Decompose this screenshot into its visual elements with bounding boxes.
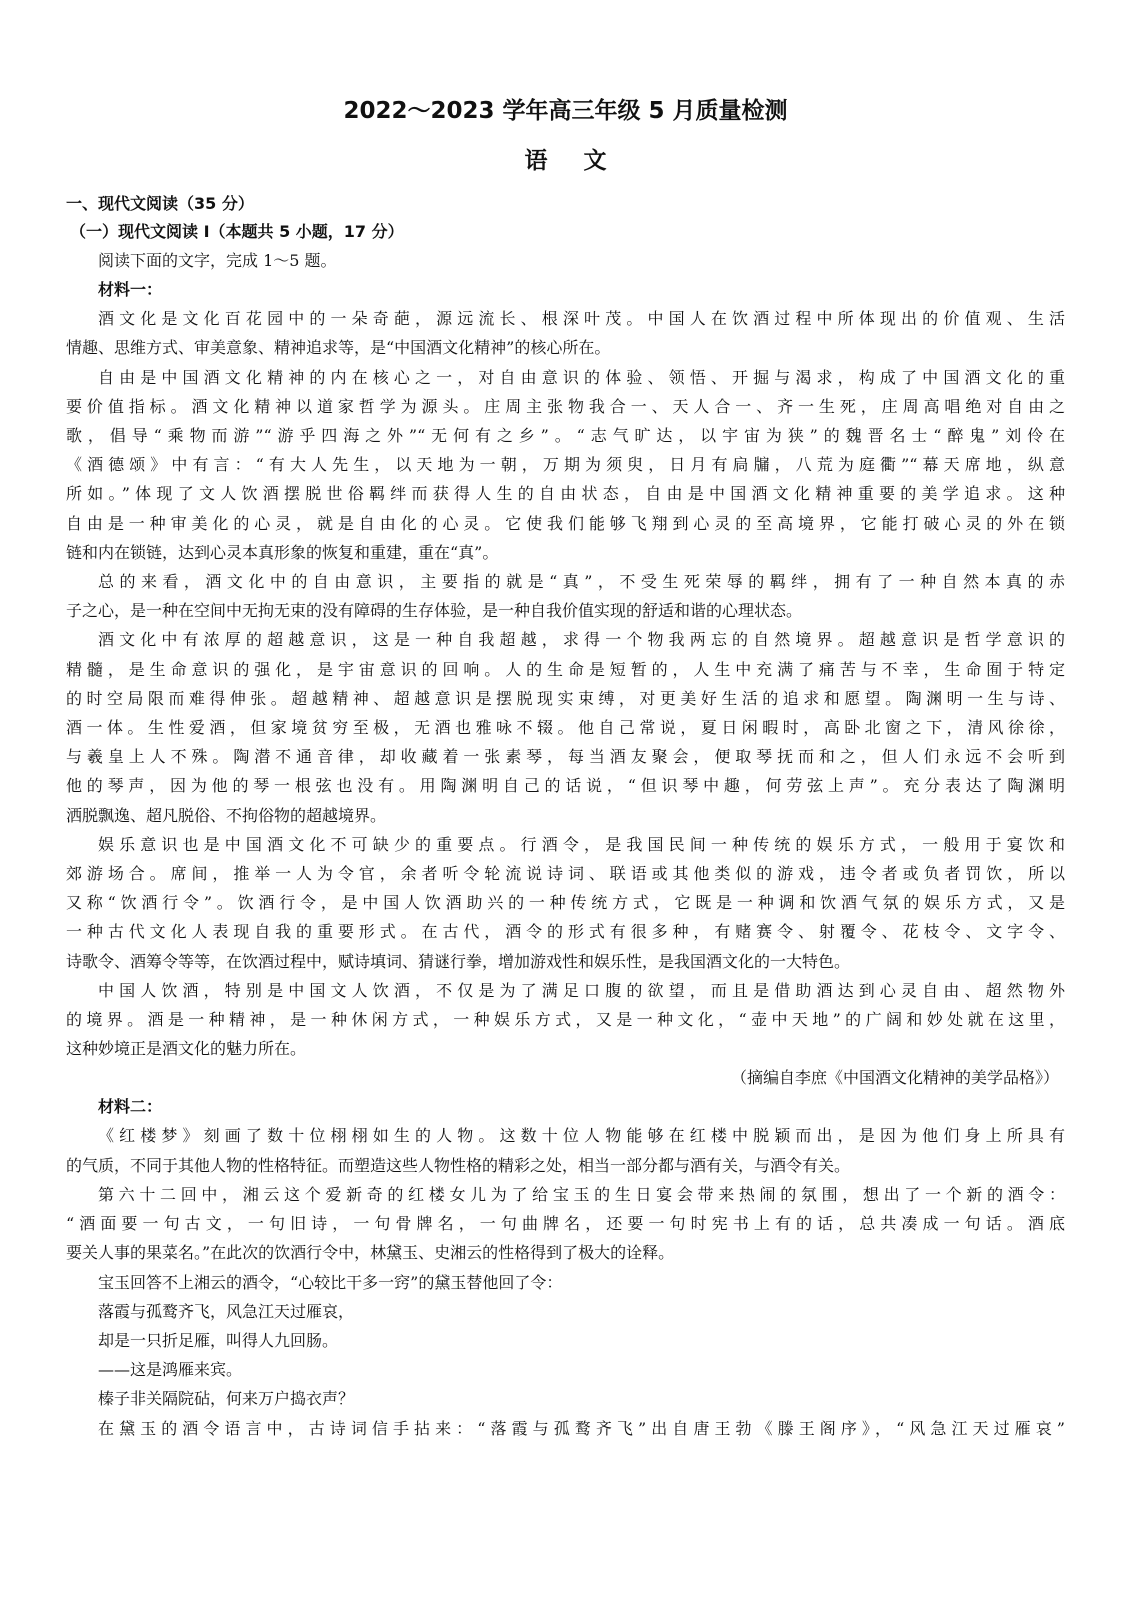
text-line: 总的来看，酒文化中的自由意识，主要指的就是“真”，不受生死荣辱的羁绊，拥有了一种自然本真的赤	[98, 572, 1065, 592]
material-two-label: 材料二：	[98, 1097, 163, 1117]
text-line: 情趣、思维方式、审美意象、精神追求等，是“中国酒文化精神”的核心所在。	[66, 338, 611, 358]
text-line: 诗歌令、酒筹令等等，在饮酒过程中，赋诗填词、猜谜行拳，增加游戏性和娱乐性，是我国酒文化的一大特色。	[66, 951, 851, 971]
text-line: 链和内在锁链，达到心灵本真形象的恢复和重建，重在“真”。	[66, 542, 499, 562]
reading-instruction: 阅读下面的文字，完成 1～5 题。	[98, 251, 337, 270]
poem-line: ——这是鸿雁来宾。	[98, 1360, 243, 1380]
text-line: 自由是中国酒文化精神的内在核心之一，对自由意识的体验、领悟、开掘与渴求，构成了中国酒文化的重	[98, 367, 1065, 387]
text-line: 精髓，是生命意识的强化，是宇宙意识的回响。人的生命是短暂的，人生中充满了痛苦与不幸，生命囿于特定	[66, 659, 1065, 679]
text-line: 《红楼梦》刻画了数十位栩栩如生的人物。这数十位人物能够在红楼中脱颖而出，是因为他们身上所具有	[98, 1126, 1065, 1146]
text-line: 所如。”体现了文人饮酒摆脱世俗羁绊而获得人生的自由状态，自由是中国酒文化精神重要的美学追求。这种	[66, 484, 1065, 504]
text-line: 郊游场合。席间，推举一人为令官，余者听令轮流说诗词、联语或其他类似的游戏，违令者或负者罚饮，所以	[66, 864, 1065, 884]
text-line: 酒文化是文化百花园中的一朵奇葩，源远流长、根深叶茂。中国人在饮酒过程中所体现出的价值观、生活	[98, 309, 1065, 329]
text-line: 宝玉回答不上湘云的酒令，“心较比干多一窍”的黛玉替他回了令：	[98, 1272, 563, 1292]
text-line: 的境界。酒是一种精神，是一种休闲方式，一种娱乐方式，又是一种文化，“壶中天地”的广阔和妙处就在这里，	[66, 1010, 1065, 1030]
poem-line: 落霞与孤鹜齐飞，风急江天过雁哀，	[98, 1301, 355, 1321]
material-one-text	[66, 304, 1065, 1063]
text-line: 一种古代文化人表现自我的重要形式。在古代，酒令的形式有很多种，有赌赛令、射覆令、花枝令、文字令、	[66, 922, 1065, 942]
text-line: 要关人事的果菜名。”在此次的饮酒行令中，林黛玉、史湘云的性格得到了极大的诠释。	[66, 1243, 675, 1263]
text-line: 酒文化中有浓厚的超越意识，这是一种自我超越，求得一个物我两忘的自然境界。超越意识是哲学意识的	[98, 630, 1065, 650]
text-line: 第六十二回中，湘云这个爱新奇的红楼女儿为了给宝玉的生日宴会带来热闹的氛围，想出了一个新的酒令：	[98, 1184, 1065, 1204]
exam-title: 2022～2023 学年高三年级 5 月质量检测	[343, 98, 788, 124]
text-line: 娱乐意识也是中国酒文化不可缺少的重要点。行酒令，是我国民间一种传统的娱乐方式，一般用于宴饮和	[98, 834, 1065, 854]
text-line: 他的琴声，因为他的琴一根弦也没有。用陶渊明自己的话说，“但识琴中趣，何劳弦上声”。充分表达了陶渊明	[66, 776, 1065, 796]
material-one-citation: （摘编自李庶《中国酒文化精神的美学品格》）	[730, 1068, 1059, 1088]
text-line: 洒脱飘逸、超凡脱俗、不拘俗物的超越境界。	[66, 805, 387, 825]
text-line: 在黛玉的酒令语言中，古诗词信手拈来：“落霞与孤鹜齐飞”出自唐王勃《滕王阁序》，“风急江天过雁哀”	[98, 1418, 1065, 1438]
text-line: “酒面要一句古文，一句旧诗，一句骨牌名，一句曲牌名，还要一句时宪书上有的话，总共凑成一句话。酒底	[66, 1214, 1065, 1234]
text-line: 自由是一种审美化的心灵，就是自由化的心灵。它使我们能够飞翔到心灵的至高境界，它能打破心灵的外在锁	[66, 513, 1065, 533]
text-line: 酒一体。生性爱酒，但家境贫穷至极，无酒也雅咏不辍。他自己常说，夏日闲暇时，高卧北窗之下，清风徐徐，	[66, 718, 1065, 738]
poem-line: 却是一只折足雁，叫得人九回肠。	[98, 1330, 339, 1350]
material-two-text	[66, 1121, 1065, 1442]
text-line: 这种妙境正是酒文化的魅力所在。	[66, 1039, 307, 1059]
poem-line: 榛子非关隔院砧，何来万户捣衣声？	[98, 1389, 355, 1409]
text-line: 的时空局限而难得伸张。超越精神、超越意识是摆脱现实束缚，对更美好生活的追求和愿望。陶渊明一生与诗、	[66, 688, 1065, 708]
text-line: 的气质，不同于其他人物的性格特征。而塑造这些人物性格的精彩之处，相当一部分都与酒有关，与酒令有关。	[66, 1155, 851, 1175]
subject-title: 语文	[524, 148, 643, 174]
text-line: 《酒德颂》中有言：“有大人先生，以天地为一朝，万期为须臾，日月有扃牖，八荒为庭衢”“幕天席地，纵意	[66, 455, 1065, 475]
section-heading: 一、现代文阅读（35 分）	[66, 194, 254, 213]
subsection-heading: （一）现代文阅读 I（本题共 5 小题，17 分）	[70, 222, 404, 241]
text-line: 子之心，是一种在空间中无拘无束的没有障碍的生存体验，是一种自我价值实现的舒适和谐的心理状态。	[66, 601, 803, 621]
text-line: 歌，倡导“乘物而游”“游乎四海之外”“无何有之乡”。“志气旷达，以宇宙为狭”的魏晋名士“醉鬼”刘伶在	[66, 426, 1065, 446]
text-line: 中国人饮酒，特别是中国文人饮酒，不仅是为了满足口腹的欲望，而且是借助酒达到心灵自由、超然物外	[98, 980, 1065, 1000]
text-line: 与羲皇上人不殊。陶潜不通音律，却收藏着一张素琴，每当酒友聚会，便取琴抚而和之，但人们永远不会听到	[66, 747, 1065, 767]
material-one-label: 材料一：	[98, 280, 163, 300]
text-line: 又称“饮酒行令”。饮酒行令，是中国人饮酒助兴的一种传统方式，它既是一种调和饮酒气氛的娱乐方式，又是	[66, 893, 1065, 913]
text-line: 要价值指标。酒文化精神以道家哲学为源头。庄周主张物我合一、天人合一、齐一生死，庄周高唱绝对自由之	[66, 396, 1065, 416]
